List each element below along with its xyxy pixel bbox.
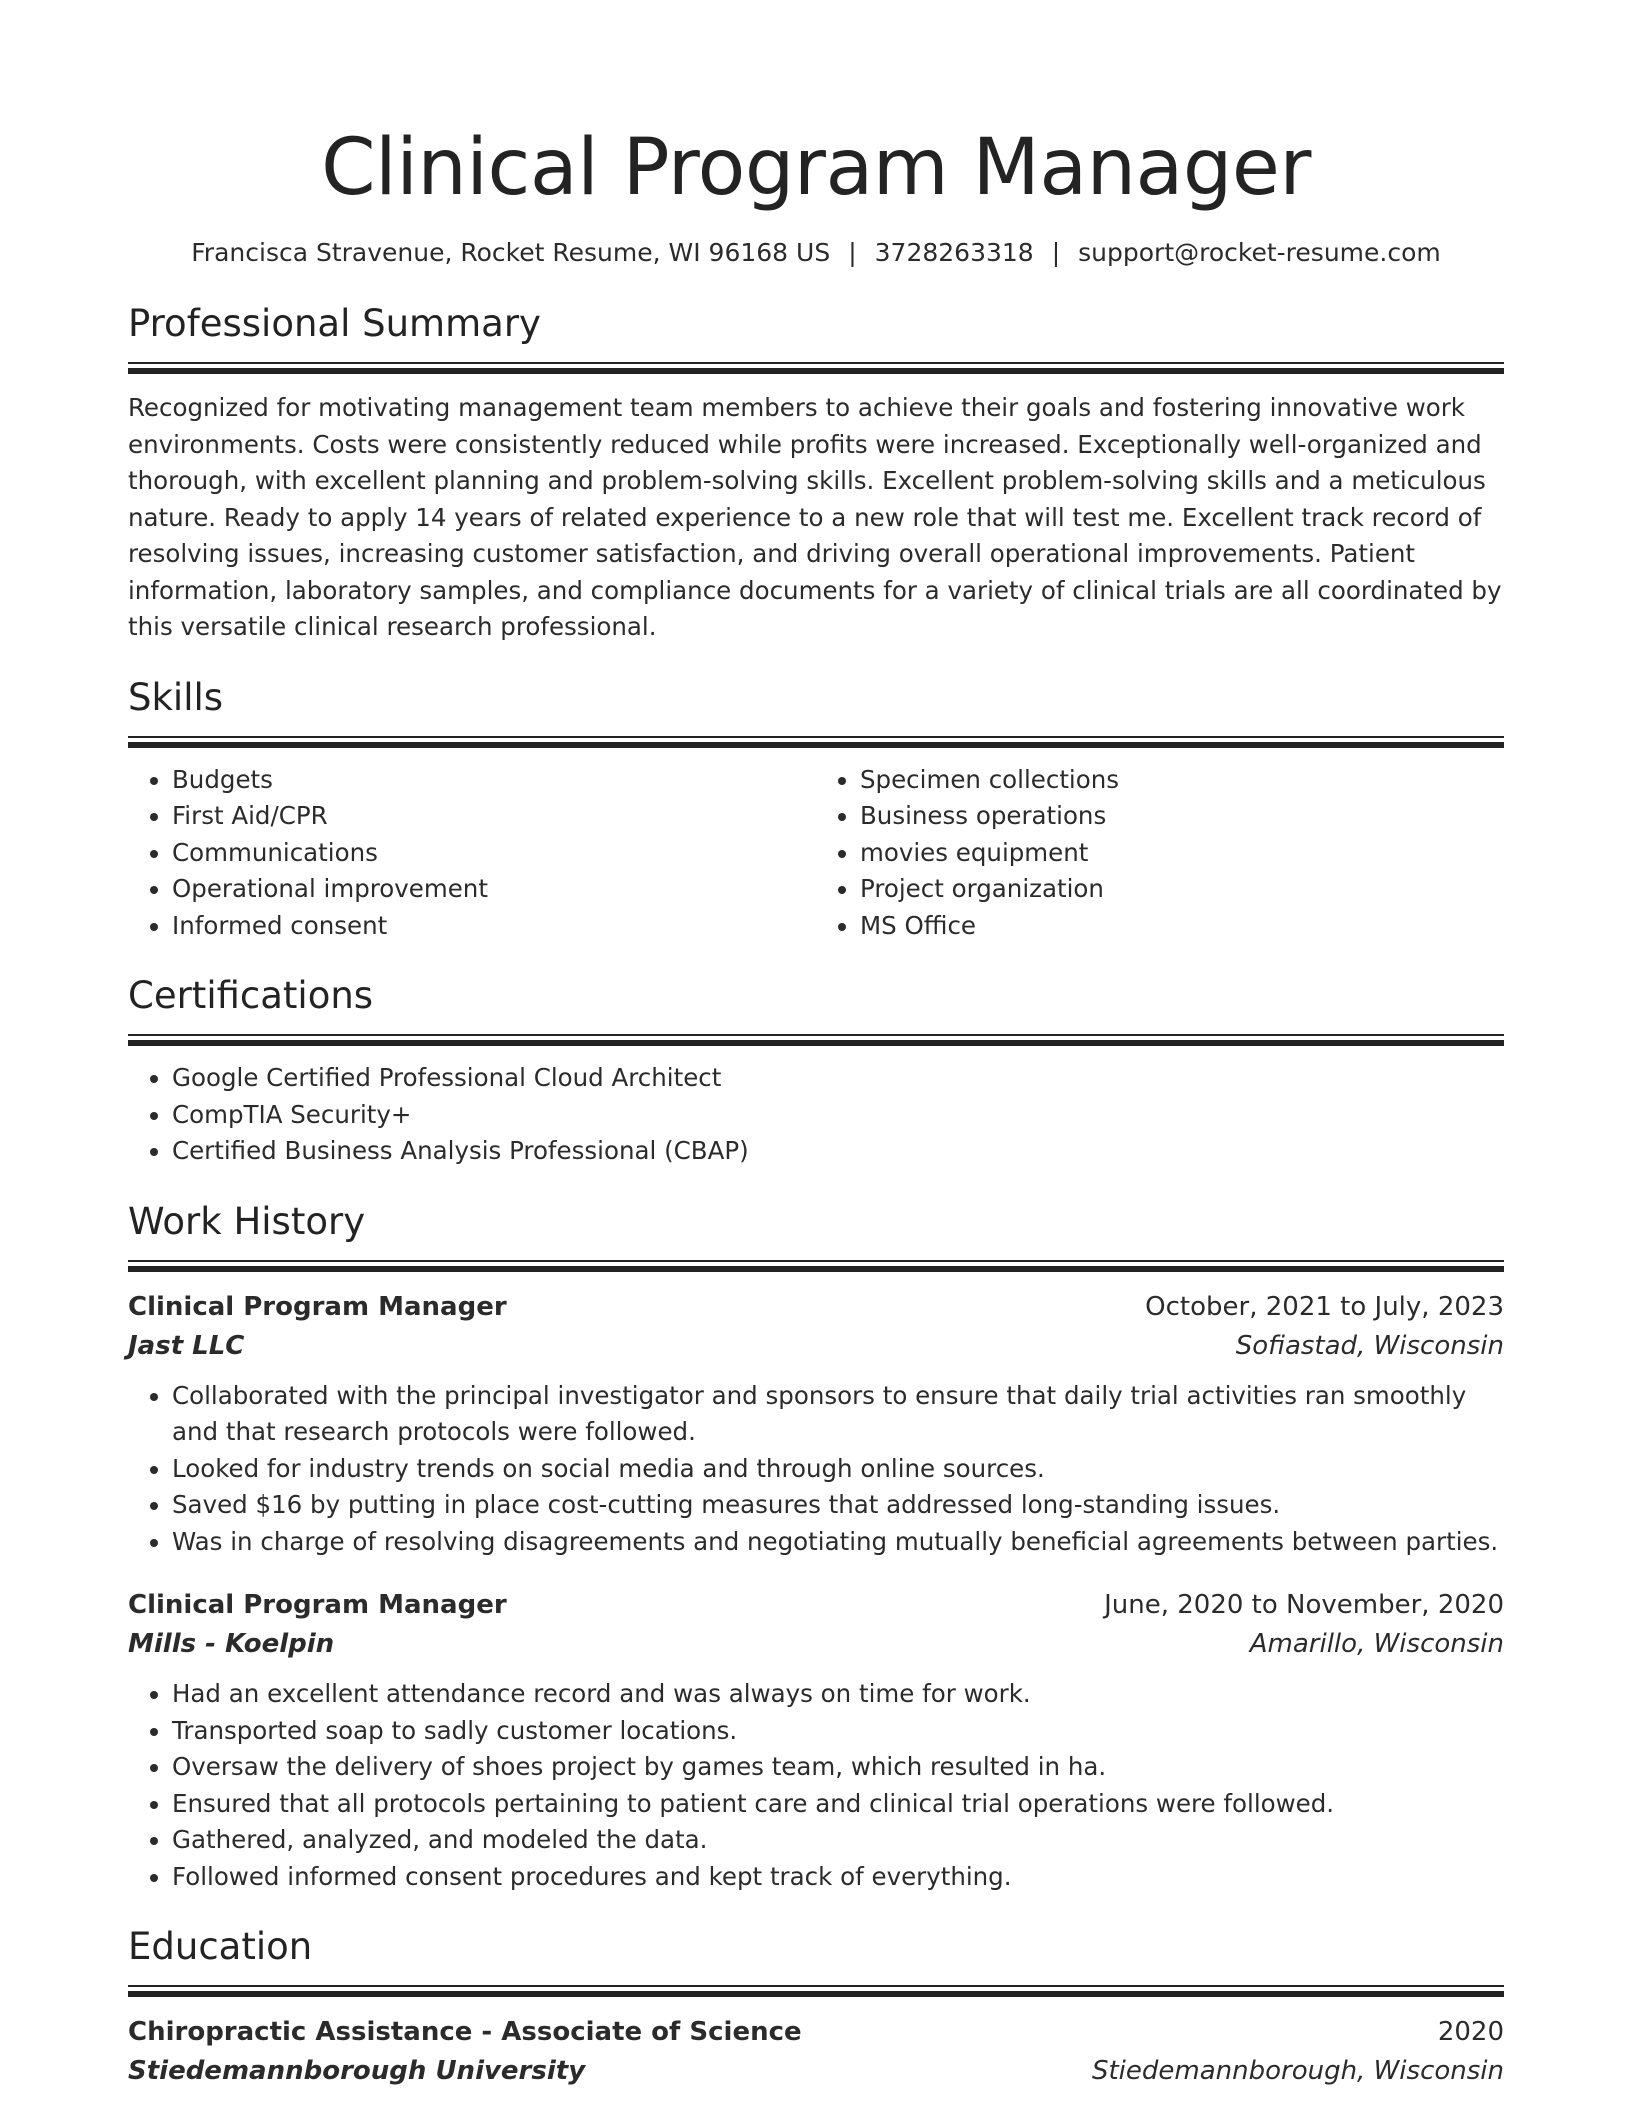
job-bullet: • Transported soap to sadly customer locations. — [172, 1713, 1504, 1750]
job-bullet: • Ensured that all protocols pertaining to patient care and clinical trial operations were followed. — [172, 1786, 1504, 1823]
summary-section — [128, 300, 1504, 646]
skill-item: • Project organization — [860, 871, 1504, 908]
certifications-section — [128, 972, 1504, 1170]
certifications-list — [128, 1060, 1504, 1170]
section-divider — [128, 1985, 1504, 1997]
section-heading: Work History — [128, 1199, 366, 1243]
certification-item: • Google Certified Professional Cloud Architect — [172, 1060, 1504, 1097]
job-location: Amarillo, Wisconsin — [1249, 1629, 1504, 1659]
skill-item: • Business operations — [860, 798, 1504, 835]
job-dates: October, 2021 to July, 2023 — [1145, 1291, 1504, 1322]
skill-item: • Communications — [172, 835, 816, 872]
job-entry — [128, 1288, 1504, 1561]
job-bullet: • Followed informed consent procedures and kept track of everything. — [172, 1859, 1504, 1896]
job-entry — [128, 1586, 1504, 1895]
contact-phone: 3728263318 — [874, 238, 1034, 267]
education-school: Stiedemannborough University — [128, 2056, 586, 2086]
section-heading: Professional Summary — [128, 302, 541, 345]
job-bullet: • Collaborated with the principal investigator and sponsors to ensure that daily trial activities ran smoothly and that research protocols were followed. — [172, 1378, 1504, 1451]
skill-item: • MS Office — [860, 908, 1504, 945]
job-title: Clinical Program Manager — [128, 1590, 507, 1620]
contact-address: Francisca Stravenue, Rocket Resume, WI 96168 US — [191, 238, 831, 267]
contact-separator: | — [1051, 238, 1061, 267]
skill-item: • First Aid/CPR — [172, 798, 816, 835]
education-location: Stiedemannborough, Wisconsin — [1091, 2056, 1504, 2086]
job-bullet: • Was in charge of resolving disagreements and negotiating mutually beneficial agreements between parties. — [172, 1524, 1504, 1561]
skill-item: • Informed consent — [172, 908, 816, 945]
education-entry — [128, 2013, 1504, 2091]
skill-item: • Specimen collections — [860, 762, 1504, 799]
job-header — [128, 1288, 1504, 1327]
section-divider — [128, 736, 1504, 748]
section-divider — [128, 1260, 1504, 1272]
certification-item: • Certified Business Analysis Professional (CBAP) — [172, 1133, 1504, 1170]
education-subheader — [128, 2052, 1504, 2091]
job-bullet: • Had an excellent attendance record and was always on time for work. — [172, 1676, 1504, 1713]
skills-left-list — [128, 762, 816, 945]
job-bullet: • Gathered, analyzed, and modeled the data. — [172, 1822, 1504, 1859]
job-subheader — [128, 1327, 1504, 1366]
job-bullet: • Saved $16 by putting in place cost-cutting measures that addressed long-standing issues. — [172, 1487, 1504, 1524]
education-section — [128, 1923, 1504, 2091]
resume-title: Clinical Program Manager — [321, 123, 1311, 213]
job-dates: June, 2020 to November, 2020 — [1104, 1590, 1504, 1620]
skill-item: • movies equipment — [860, 835, 1504, 872]
summary-text: Recognized for motivating management team members to achieve their goals and fostering innovative work environments. Costs were consistently reduced while profits were increased. Exceptionally well-organized and thorough, with excellent planning and problem-solving skills. Excellent problem-solving skills and a meticulous nature. Ready to apply 14 years of related experience to a new role that will test me. Excellent track record of resolving issues, increasing customer satisfaction, and driving overall operational improvements. Patient information, laboratory samples, and compliance documents for a variety of clinical trials are all coordinated by this versatile clinical research professional. — [128, 393, 1502, 641]
section-heading: Certifications — [128, 974, 374, 1017]
job-subheader — [128, 1625, 1504, 1664]
certification-item: • CompTIA Security+ — [172, 1097, 1504, 1134]
job-company: Jast LLC — [128, 1330, 245, 1361]
contact-separator: | — [848, 238, 857, 267]
job-location: Sofiastad, Wisconsin — [1235, 1330, 1504, 1361]
job-title: Clinical Program Manager — [128, 1291, 507, 1322]
job-bullet: • Oversaw the delivery of shoes project by games team, which resulted in ha. — [172, 1749, 1504, 1786]
contact-email: support@rocket-resume.com — [1078, 238, 1441, 267]
section-divider — [128, 1034, 1504, 1046]
job-company: Mills - Koelpin — [128, 1629, 335, 1659]
skills-section — [128, 674, 1504, 945]
education-header — [128, 2013, 1504, 2052]
education-degree: Chiropractic Assistance - Associate of Science — [128, 2017, 802, 2047]
job-header — [128, 1586, 1504, 1625]
education-year: 2020 — [1437, 2017, 1504, 2047]
skills-grid — [128, 762, 1504, 945]
contact-line — [128, 236, 1504, 270]
work-history-section — [128, 1198, 1504, 1896]
skill-item: • Operational improvement — [172, 871, 816, 908]
section-heading: Education — [128, 1925, 313, 1968]
skills-right-list — [816, 762, 1504, 945]
section-heading: Skills — [128, 675, 224, 719]
job-bullets — [128, 1676, 1504, 1895]
job-bullet: • Looked for industry trends on social media and through online sources. — [172, 1451, 1504, 1488]
job-bullets — [128, 1378, 1504, 1561]
section-divider — [128, 362, 1504, 374]
skill-item: • Budgets — [172, 762, 816, 799]
